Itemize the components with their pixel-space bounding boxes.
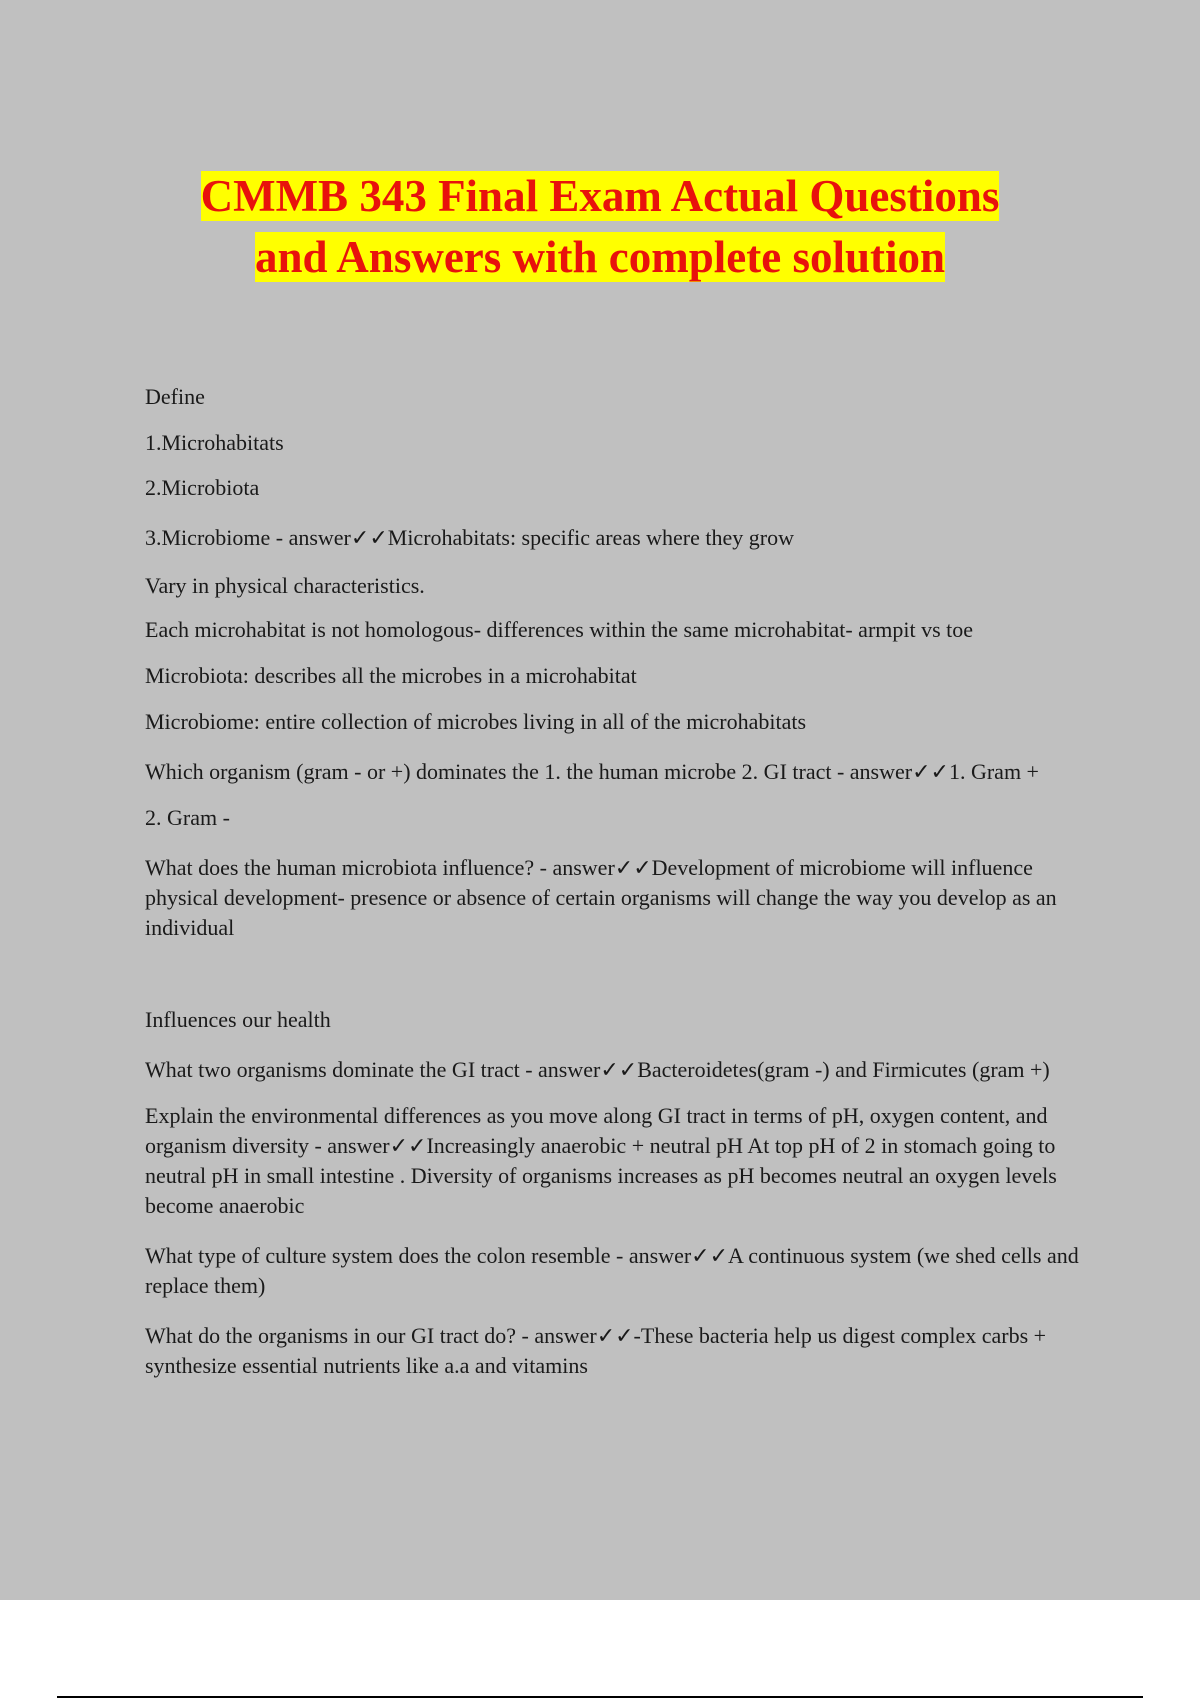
paragraph-gram-answer-2: 2. Gram - xyxy=(145,805,230,830)
paragraph-vary: Vary in physical characteristics. xyxy=(145,573,425,598)
paragraph-gram-question: Which organism (gram - or +) dominates the 1. the human microbe 2. GI tract - answer✓✓1. Gram + xyxy=(145,759,1039,784)
footer-rule xyxy=(57,1696,1143,1698)
title-line-1: CMMB 343 Final Exam Actual Questions xyxy=(200,171,1000,221)
paragraph-health: Influences our health xyxy=(145,1007,331,1032)
paragraph-homologous: Each microhabitat is not homologous- differences within the same microhabitat- armpit vs toe xyxy=(145,617,974,642)
title-line-2: and Answers with complete solution xyxy=(254,232,946,282)
paragraph-gi-function: What do the organisms in our GI tract do? - answer✓✓-These bacteria help us digest complex carbs + synthesize essential nutrients like a.a and vitamins xyxy=(145,1323,1047,1378)
paragraph-define: Define xyxy=(145,384,205,409)
paragraph-microbiota-influence: What does the human microbiota influence? - answer✓✓Development of microbiome will influence physical development- presence or absence of certain organisms will change the way you develop as an individual xyxy=(145,855,1057,940)
paragraph-item-3-answer: 3.Microbiome - answer✓✓Microhabitats: specific areas where they grow xyxy=(145,525,794,550)
paragraph-gi-environment: Explain the environmental differences as you move along GI tract in terms of pH, oxygen content, and organism diversity - answer✓✓Increasingly anaerobic + neutral pH At top pH of 2 in stomach going to neutral pH in small intestine . Diversity of organisms increases as pH becomes neutral an oxygen levels become anaerobic xyxy=(145,1103,1057,1218)
paragraph-microbiome-def: Microbiome: entire collection of microbes living in all of the microhabitats xyxy=(145,709,807,734)
paragraph-colon-culture: What type of culture system does the colon resemble - answer✓✓A continuous system (we shed cells and replace them) xyxy=(145,1243,1079,1298)
paragraph-item-2: 2.Microbiota xyxy=(145,475,260,500)
paragraph-item-1: 1.Microhabitats xyxy=(145,430,284,455)
paragraph-gi-organisms: What two organisms dominate the GI tract - answer✓✓Bacteroidetes(gram -) and Firmicutes (gram +) xyxy=(145,1057,1050,1082)
document-body xyxy=(145,382,1085,1381)
document-title xyxy=(0,166,1200,288)
paragraph-microbiota-def: Microbiota: describes all the microbes in a microhabitat xyxy=(145,663,637,688)
